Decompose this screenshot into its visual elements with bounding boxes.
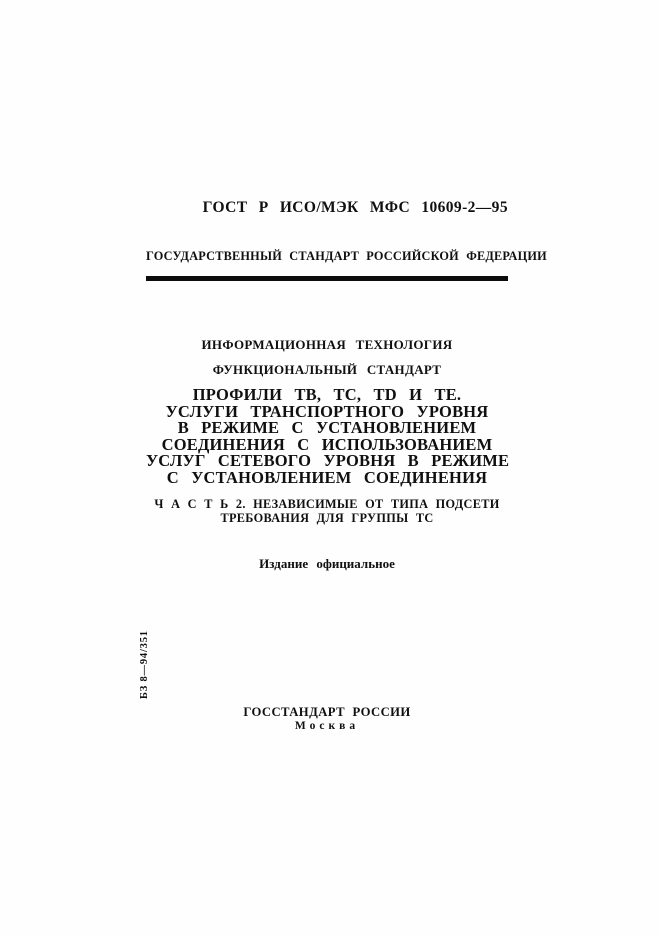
title-line: С УСТАНОВЛЕНИЕМ СОЕДИНЕНИЯ [166, 467, 488, 487]
edition-note: Издание официальное [259, 556, 395, 571]
title-line: ПРОФИЛИ ТВ, ТС, TD И ТЕ. [192, 385, 462, 404]
title-line: УСЛУГ СЕТЕВОГО УРОВНЯ В РЕЖИМЕ [146, 451, 510, 471]
subject-heading: ИНФОРМАЦИОННАЯ ТЕХНОЛОГИЯ [201, 337, 453, 352]
part-heading [146, 498, 508, 525]
publisher-name: ГОССТАНДАРТ РОССИИ [243, 705, 411, 719]
title-line: В РЕЖИМЕ С УСТАНОВЛЕНИЕМ [177, 418, 477, 438]
publisher-city: Москва [294, 720, 360, 732]
document-title [146, 387, 508, 487]
federation-heading: ГОСУДАРСТВЕННЫЙ СТАНДАРТ РОССИЙСКОЙ ФЕДЕРАЦИИ [146, 249, 547, 263]
part-heading-line: ТРЕБОВАНИЯ ДЛЯ ГРУППЫ ТС [220, 510, 434, 525]
side-registration-code: БЗ 8—94/351 [139, 630, 150, 699]
divider-rule [146, 276, 508, 281]
part-heading-line: Ч А С Т Ь 2. НЕЗАВИСИМЫЕ ОТ ТИПА ПОДСЕТИ [154, 497, 500, 511]
title-line: СОЕДИНЕНИЯ С ИСПОЛЬЗОВАНИЕМ [161, 434, 493, 454]
standard-number: ГОСТ Р ИСО/МЭК МФС 10609-2—95 [202, 199, 508, 216]
title-line: УСЛУГИ ТРАНСПОРТНОГО УРОВНЯ [165, 401, 489, 421]
standard-type-heading: ФУНКЦИОНАЛЬНЫЙ СТАНДАРТ [212, 362, 442, 377]
